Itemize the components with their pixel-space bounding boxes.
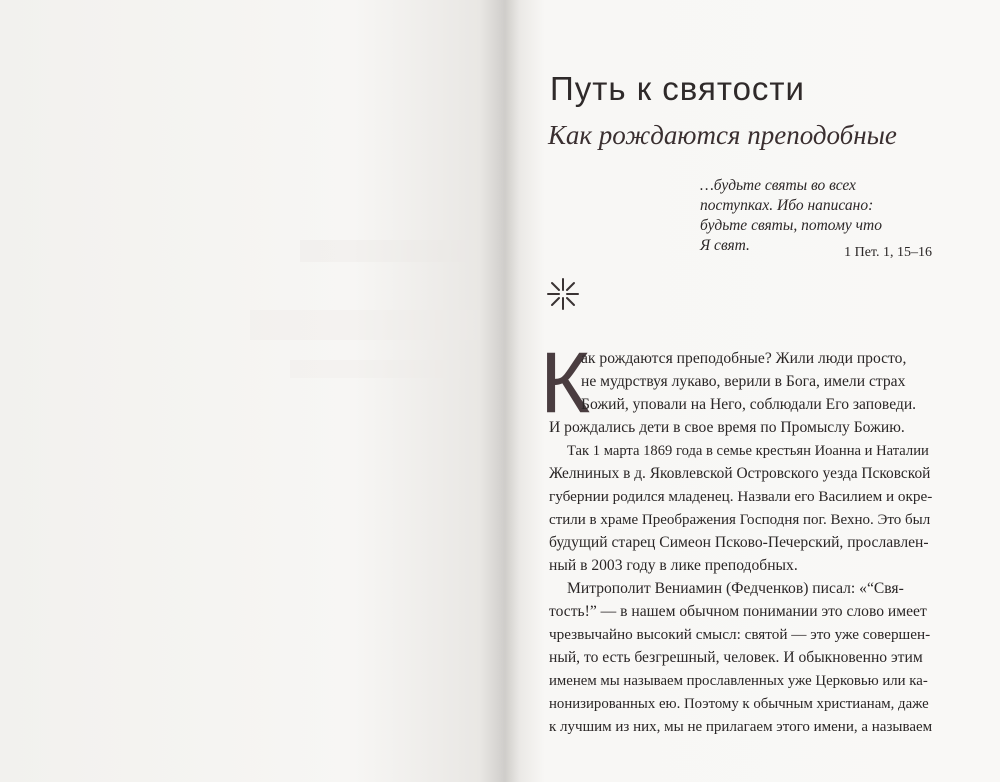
bleed-through-mark: [250, 310, 480, 340]
text-line: к лучшим из них, мы не прилагаем этого имени, а называем: [549, 719, 933, 735]
epigraph: [700, 176, 932, 256]
text-line: Так 1 марта 1869 года в семье крестьян Иоанна и Наталии: [567, 443, 929, 459]
text-line: И рождались дети в свое время по Промыслу Божию.: [549, 419, 905, 436]
epigraph-reference: 1 Пет. 1, 15–16: [844, 245, 932, 260]
bleed-through-mark: [300, 240, 470, 262]
drop-cap: К: [540, 335, 591, 431]
text-line: именем мы называем прославленных уже Церковью или ка-: [549, 673, 928, 689]
epigraph-line: …будьте святы во всех: [700, 177, 856, 194]
text-line: ный в 2003 году в лике преподобных.: [549, 557, 798, 574]
chapter-subtitle: Как рождаются преподобные: [548, 120, 897, 150]
asterisk-ornament-icon: [546, 277, 580, 311]
epigraph-line: Я свят.: [700, 237, 750, 254]
text-line: тость!” — в нашем обычном понимании это слово имеет: [549, 603, 927, 620]
text-line: стили в храме Преображения Господня пог. Вехно. Это был: [549, 512, 931, 528]
text-line: ак рождаются преподобные? Жили люди просто,: [581, 350, 907, 367]
text-line: ный, то есть безгрешный, человек. И обыкновенно этим: [549, 649, 923, 666]
text-line: будущий старец Симеон Псково-Печерский, прославлен-: [549, 534, 929, 551]
text-line: нонизированных ею. Поэтому к обычным христианам, даже: [549, 696, 929, 712]
text-line: Божий, уповали на Него, соблюдали Его заповеди.: [581, 396, 917, 413]
epigraph-line: будьте святы, потому что: [700, 217, 882, 234]
bleed-through-mark: [290, 360, 460, 378]
text-line: губернии родился младенец. Назвали его Василием и окре-: [549, 488, 933, 505]
text-line: чрезвычайно высокий смысл: святой — это уже совершен-: [549, 626, 931, 643]
text-line: Желниных в д. Яковлевской Островского уезда Псковской: [549, 465, 931, 482]
epigraph-line: поступках. Ибо написано:: [700, 197, 874, 214]
chapter-title: Путь к святости: [550, 70, 805, 107]
text-line: Митрополит Вениамин (Федченков) писал: «“Свя-: [567, 580, 904, 597]
text-line: не мудрствуя лукаво, верили в Бога, имели страх: [581, 373, 906, 390]
